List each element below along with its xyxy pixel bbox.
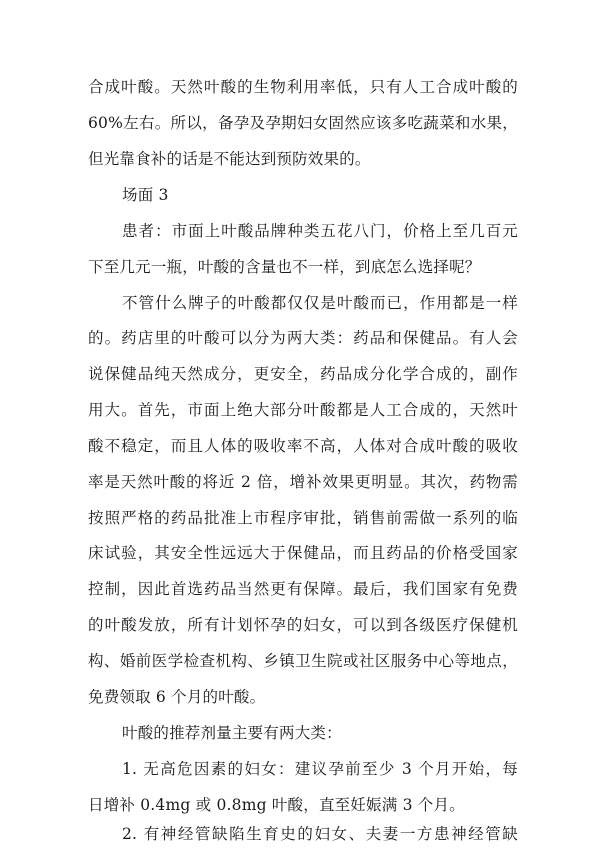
paragraph-line: 按照严格的药品批准上市程序审批，销售前需做一系列的临 [88,509,518,527]
paragraph-line: 的。药店里的叶酸可以分为两大类：药品和保健品。有人会 [88,329,518,347]
paragraph-line: 的叶酸发放，所有计划怀孕的妇女，可以到各级医疗保健机 [88,616,518,634]
paragraph-line: 构、婚前医学检查机构、乡镇卫生院或社区服务中心等地点， [88,652,518,670]
paragraph-line: 60%左右。所以，备孕及孕期妇女固然应该多吃蔬菜和水果， [88,114,518,132]
paragraph-line: 率是天然叶酸的将近 2 倍，增补效果更明显。其次，药物需 [88,473,518,491]
list-item-line: 2. 有神经管缺陷生育史的妇女、夫妻一方患神经管缺 [122,825,518,843]
paragraph-line: 免费领取 6 个月的叶酸。 [88,688,266,706]
list-item-line: 日增补 0.4mg 或 0.8mg 叶酸，直至妊娠满 3 个月。 [88,796,465,814]
paragraph-line: 患者：市面上叶酸品牌种类五花八门，价格上至几百元 [122,222,518,240]
paragraph-line: 下至几元一瓶，叶酸的含量也不一样，到底怎么选择呢？ [88,258,481,276]
paragraph-line: 合成叶酸。天然叶酸的生物利用率低，只有人工合成叶酸的 [88,78,518,96]
paragraph-line: 用大。首先，市面上绝大部分叶酸都是人工合成的，天然叶 [88,401,518,419]
paragraph-line: 不管什么牌子的叶酸都仅仅是叶酸而已，作用都是一样 [122,294,518,312]
paragraph-line: 床试验，其安全性远远大于保健品，而且药品的价格受国家 [88,544,518,562]
paragraph-line: 叶酸的推荐剂量主要有两大类： [122,724,342,742]
paragraph-line: 酸不稳定，而且人体的吸收率不高，人体对合成叶酸的吸收 [88,437,518,455]
paragraph-line: 说保健品纯天然成分，更安全，药品成分化学合成的，副作 [88,365,518,383]
paragraph-line: 但光靠食补的话是不能达到预防效果的。 [88,150,371,168]
scene-heading: 场面 3 [122,186,169,204]
paragraph-line: 控制，因此首选药品当然更有保障。最后，我们国家有免费 [88,580,518,598]
list-item-line: 1. 无高危因素的妇女：建议孕前至少 3 个月开始，每 [122,760,518,778]
